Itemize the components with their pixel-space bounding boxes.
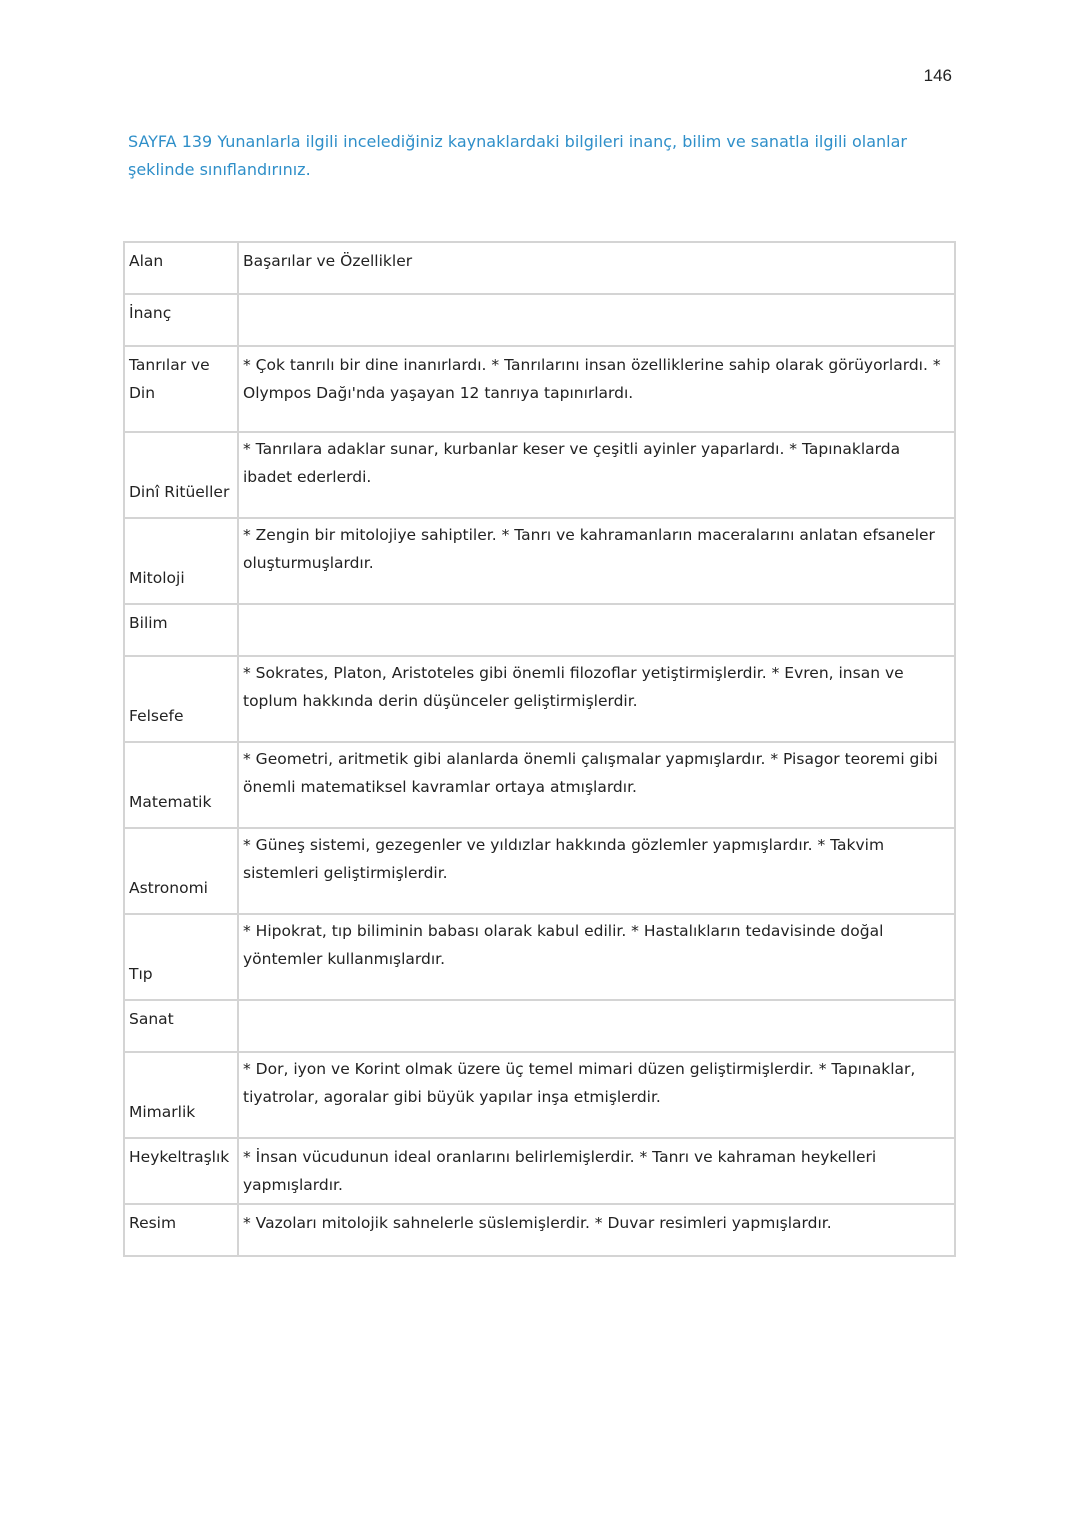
achievements-table [123,241,956,1257]
row-details: * Güneş sistemi, gezegenler ve yıldızlar hakkında gözlemler yapmışlardır. * Takvim sistemleri geliştirmişlerdir. [238,828,955,914]
row-area: Sanat [124,1000,238,1052]
table-header-row [124,242,955,294]
row-details: * Çok tanrılı bir dine inanırlardı. * Tanrılarını insan özelliklerine sahip olarak görüyorlardı. * Olympos Dağı'nda yaşayan 12 tanrıya tapınırlardı. [238,346,955,432]
row-details: * Dor, iyon ve Korint olmak üzere üç temel mimari düzen geliştirmişlerdir. * Tapınaklar, tiyatrolar, agoralar gibi büyük yapılar inşa etmişlerdir. [238,1052,955,1138]
table-row [124,432,955,518]
row-area: Mitoloji [124,518,238,604]
table-row [124,346,955,432]
row-area: Heykeltraşlık [124,1138,238,1204]
row-details: * Tanrılara adaklar sunar, kurbanlar keser ve çeşitli ayinler yaparlardı. * Tapınaklarda ibadet ederlerdi. [238,432,955,518]
row-area: Astronomi [124,828,238,914]
row-details: * Vazoları mitolojik sahnelerle süslemişlerdir. * Duvar resimleri yapmışlardır. [238,1204,955,1256]
header-details: Başarılar ve Özellikler [238,242,955,294]
row-details [238,294,955,346]
row-details [238,604,955,656]
row-area: Felsefe [124,656,238,742]
row-area: Mimarlik [124,1052,238,1138]
table-row [124,1052,955,1138]
table-row [124,1204,955,1256]
table-row [124,518,955,604]
row-details [238,1000,955,1052]
row-area: Bilim [124,604,238,656]
table-row [124,914,955,1000]
page-number: 146 [923,66,952,85]
table-row [124,828,955,914]
row-area: Matematik [124,742,238,828]
table-row [124,656,955,742]
row-details: * Zengin bir mitolojiye sahiptiler. * Tanrı ve kahramanların maceralarını anlatan efsaneler oluşturmuşlardır. [238,518,955,604]
header-area: Alan [124,242,238,294]
table-row [124,1138,955,1204]
table-row [124,294,955,346]
row-area: Resim [124,1204,238,1256]
row-details: * İnsan vücudunun ideal oranlarını belirlemişlerdir. * Tanrı ve kahraman heykelleri yapmışlardır. [238,1138,955,1204]
row-area: Tıp [124,914,238,1000]
row-area: İnanç [124,294,238,346]
row-area: Tanrılar ve Din [124,346,238,432]
table-row [124,1000,955,1052]
row-details: * Sokrates, Platon, Aristoteles gibi önemli filozoflar yetiştirmişlerdir. * Evren, insan ve toplum hakkında derin düşünceler geliştirmişlerdir. [238,656,955,742]
row-area: Dinî Ritüeller [124,432,238,518]
table-row [124,742,955,828]
row-details: * Geometri, aritmetik gibi alanlarda önemli çalışmalar yapmışlardır. * Pisagor teoremi gibi önemli matematiksel kavramlar ortaya atmışlardır. [238,742,955,828]
row-details: * Hipokrat, tıp biliminin babası olarak kabul edilir. * Hastalıkların tedavisinde doğal yöntemler kullanmışlardır. [238,914,955,1000]
instruction-text: SAYFA 139 Yunanlarla ilgili incelediğiniz kaynaklardaki bilgileri inanç, bilim ve sanatla ilgili olanlar şeklinde sınıflandırınız. [128,132,907,179]
table-row [124,604,955,656]
